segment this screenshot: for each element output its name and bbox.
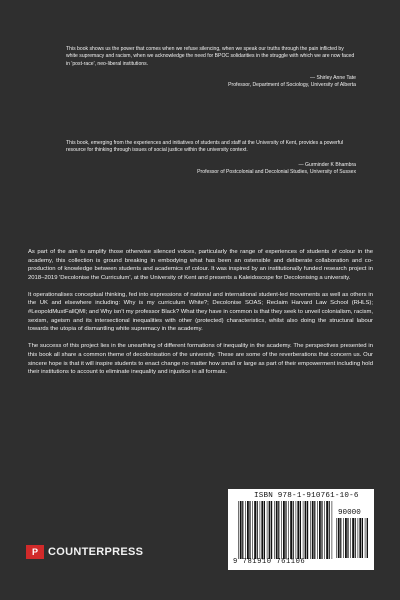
blurb-paragraph-1: As part of the aim to amplify those otherwise silenced voices, particularly the range of experiences of students of colour in the academy, this collection is ground breaking in embodying what has been an ostensible and deliberate collaboration and co-production of knowledge between students and academics of colour. It was inspired by an institutionally funded research project in 2018–2019 'Decolonise the Curriculum', at the University of Kent and presents a Kaleidoscope for Decolonising a university. [28,249,373,281]
isbn-text: ISBN 978-1-910761-10-6 [254,492,359,500]
counterpress-mark-icon: P [26,545,44,559]
quote-attribution [66,162,356,177]
publisher-name: COUNTERPRESS [48,546,144,558]
quote-affiliation: Professor, Department of Sociology, University of Alberta [228,82,356,89]
barcode-digits: 9 781910 761106 [233,558,306,566]
blurb-paragraph-2: It operationalises conceptual thinking, fed into expressions of national and international student-led movements as well as others in the UK and elsewhere including: Why is my curriculum White?; Decolonise SOAS; Reclaim Harvard Law School (RHLS); #LeopoldMustFallQMI; and Why isn't my professor Black? What they have in common is that they seek to unveil colonialism, racism, sexism, ageism and its intersectional inequalities with other (protected) characteristics, whilst also doing the structural labour towards the utopia of dismantling white supremacy in the academy. [28,291,373,333]
quote-author: — Gurminder K Bhambra [298,161,356,168]
price-addon-code: 90000 [338,509,361,517]
quote-attribution [66,75,356,90]
endorsement-quote-2 [66,140,356,176]
quote-author: — Shirley Anne Tate [309,74,356,81]
addon-bars [336,518,368,558]
barcode-bars [238,501,333,559]
publisher-logo [26,545,143,559]
endorsement-quote-1 [66,46,356,89]
isbn-barcode [228,489,374,570]
quote-text: This book shows us the power that comes when we refuse silencing, when we speak our truths through the pain inflicted by white supremacy and racism, when we acknowledge the need for BPOC solidarities in the struggle with which we are now faced in 'post-race', neo-liberal institutions. [66,46,355,67]
blurb-body [28,248,373,385]
quote-text: This book, emerging from the experiences and initiatives of students and staff at the University of Kent, provides a powerful resource for thinking through issues of social justice within the university context. [66,140,344,154]
blurb-paragraph-3: The success of this project lies in the unearthing of different formations of inequality in the academy. The perspectives presented in this book all share a common theme of decolonisation of the university. These are some of the reverberations that concern us. Our sincere hope is that it will inspire students to enact change no matter how small or large as part of their empowerment including hold their institutions to account to eliminate inequality and injustice in all formats. [28,343,373,376]
quote-affiliation: Professor of Postcolonial and Decolonial Studies, University of Sussex [197,168,356,175]
